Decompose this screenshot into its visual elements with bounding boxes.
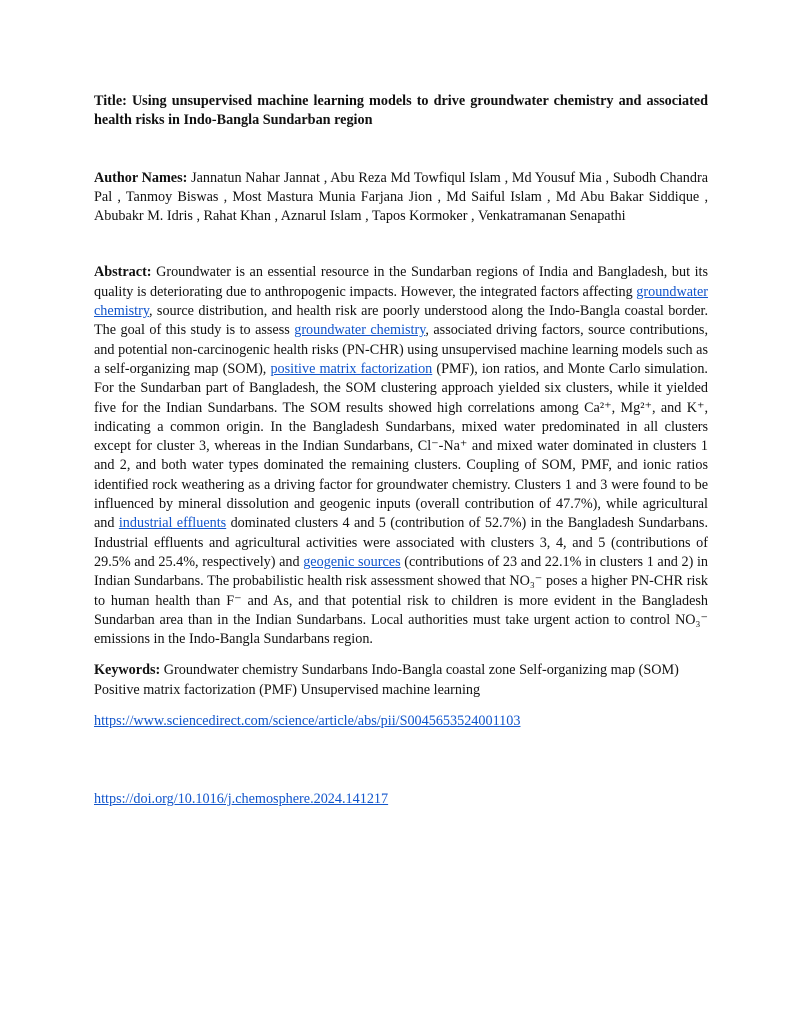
doi-link-line xyxy=(94,790,708,809)
title-text: Using unsupervised machine learning models to drive groundwater chemistry and associated health risks in Indo-Bangla Sundarban region xyxy=(94,93,708,129)
document-page xyxy=(94,92,708,810)
link-groundwater-chemistry-1[interactable]: groundwater chemistry xyxy=(94,283,708,320)
link-positive-matrix-factorization[interactable]: positive matrix factorization xyxy=(270,360,433,377)
link-geogenic-sources[interactable]: geogenic sources xyxy=(303,553,401,570)
abstract-text-5: dominated clusters 4 and 5 (contribution of 52.7%) in the Bangladesh Sundarbans. Industrial effluents and agricultural activities were associated with clusters 3, 4, and 5 (contributions of 29.5% and 25.4%, respectively) and xyxy=(94,515,708,570)
abstract-text-4: (PMF), ion ratios, and Monte Carlo simulation. For the Sundarban part of Bangladesh, the SOM clustering approach yielded six clusters, while it yielded five for the Indian Sundarbans. The SOM results showed high correlations among Ca²⁺, Mg²⁺, and K⁺, indicating a common origin. In the Bangladesh Sundarbans, mixed water predominated in all clusters except for cluster 3, whereas in the Indian Sundarbans, Cl⁻-Na⁺ and mixed water dominated in clusters 1 and 2, and both water types dominated the remaining clusters. Coupling of SOM, PMF, and ionic ratios identified rock weathering as a driving factor for groundwater chemistry. Clusters 1 and 3 were found to be influenced by mineral dissolution and geogenic inputs (overall contribution of 47.7%), while agricultural and xyxy=(94,360,708,532)
abstract-label: Abstract: xyxy=(94,264,152,281)
sciencedirect-link[interactable]: https://www.sciencedirect.com/science/article/abs/pii/S0045653524001103 xyxy=(94,713,521,730)
title-label: Title: xyxy=(94,93,127,109)
keywords-label: Keywords: xyxy=(94,662,161,679)
paper-title xyxy=(94,92,708,131)
keywords xyxy=(94,661,708,700)
doi-link[interactable]: https://doi.org/10.1016/j.chemosphere.2024.141217 xyxy=(94,791,389,808)
abstract xyxy=(94,263,708,649)
abstract-text-2: , source distribution, and health risk are poorly understood along the Indo-Bangla coastal border. The goal of this study is to assess xyxy=(94,303,708,339)
link-groundwater-chemistry-2[interactable]: groundwater chemistry xyxy=(294,322,426,339)
abstract-text-6: (contributions of 23 and 22.1% in clusters 1 and 2) in Indian Sundarbans. The probabilistic health risk assessment showed that NO₃⁻ poses a higher PN-CHR risk to human health than F⁻ and As, and that potential risk to children is more evident in the Bangladesh Sundarban area than in the Indian Sundarbans. Local authorities must take urgent action to control NO₃⁻ emissions in the Indo-Bangla Sundarbans region. xyxy=(94,553,708,648)
keywords-text: Groundwater chemistry Sundarbans Indo-Bangla coastal zone Self-organizing map (SOM) Positive matrix factorization (PMF) Unsupervised machine learning xyxy=(94,662,679,698)
abstract-text-3: , associated driving factors, source contributions, and potential non-carcinogenic health risks (PN-CHR) using unsupervised machine learning models such as a self-organizing map (SOM), xyxy=(94,322,708,377)
authors-label: Author Names: xyxy=(94,169,188,186)
sciencedirect-link-line xyxy=(94,712,708,731)
authors-text: Jannatun Nahar Jannat , Abu Reza Md Towfiqul Islam , Md Yousuf Mia , Subodh Chandra Pal , Tanmoy Biswas , Most Mastura Munia Farjana Jion , Md Saiful Islam , Md Abu Bakar Siddique , Abubakr M. Idris , Rahat Khan , Aznarul Islam , Tapos Kormoker , Venkatramanan Senapathi xyxy=(94,169,708,225)
link-industrial-effluents[interactable]: industrial effluents xyxy=(118,515,227,532)
abstract-text-1: Groundwater is an essential resource in the Sundarban regions of India and Bangladesh, but its quality is deteriorating due to anthropogenic impacts. However, the integrated factors affecting xyxy=(94,264,708,300)
author-names xyxy=(94,169,708,227)
